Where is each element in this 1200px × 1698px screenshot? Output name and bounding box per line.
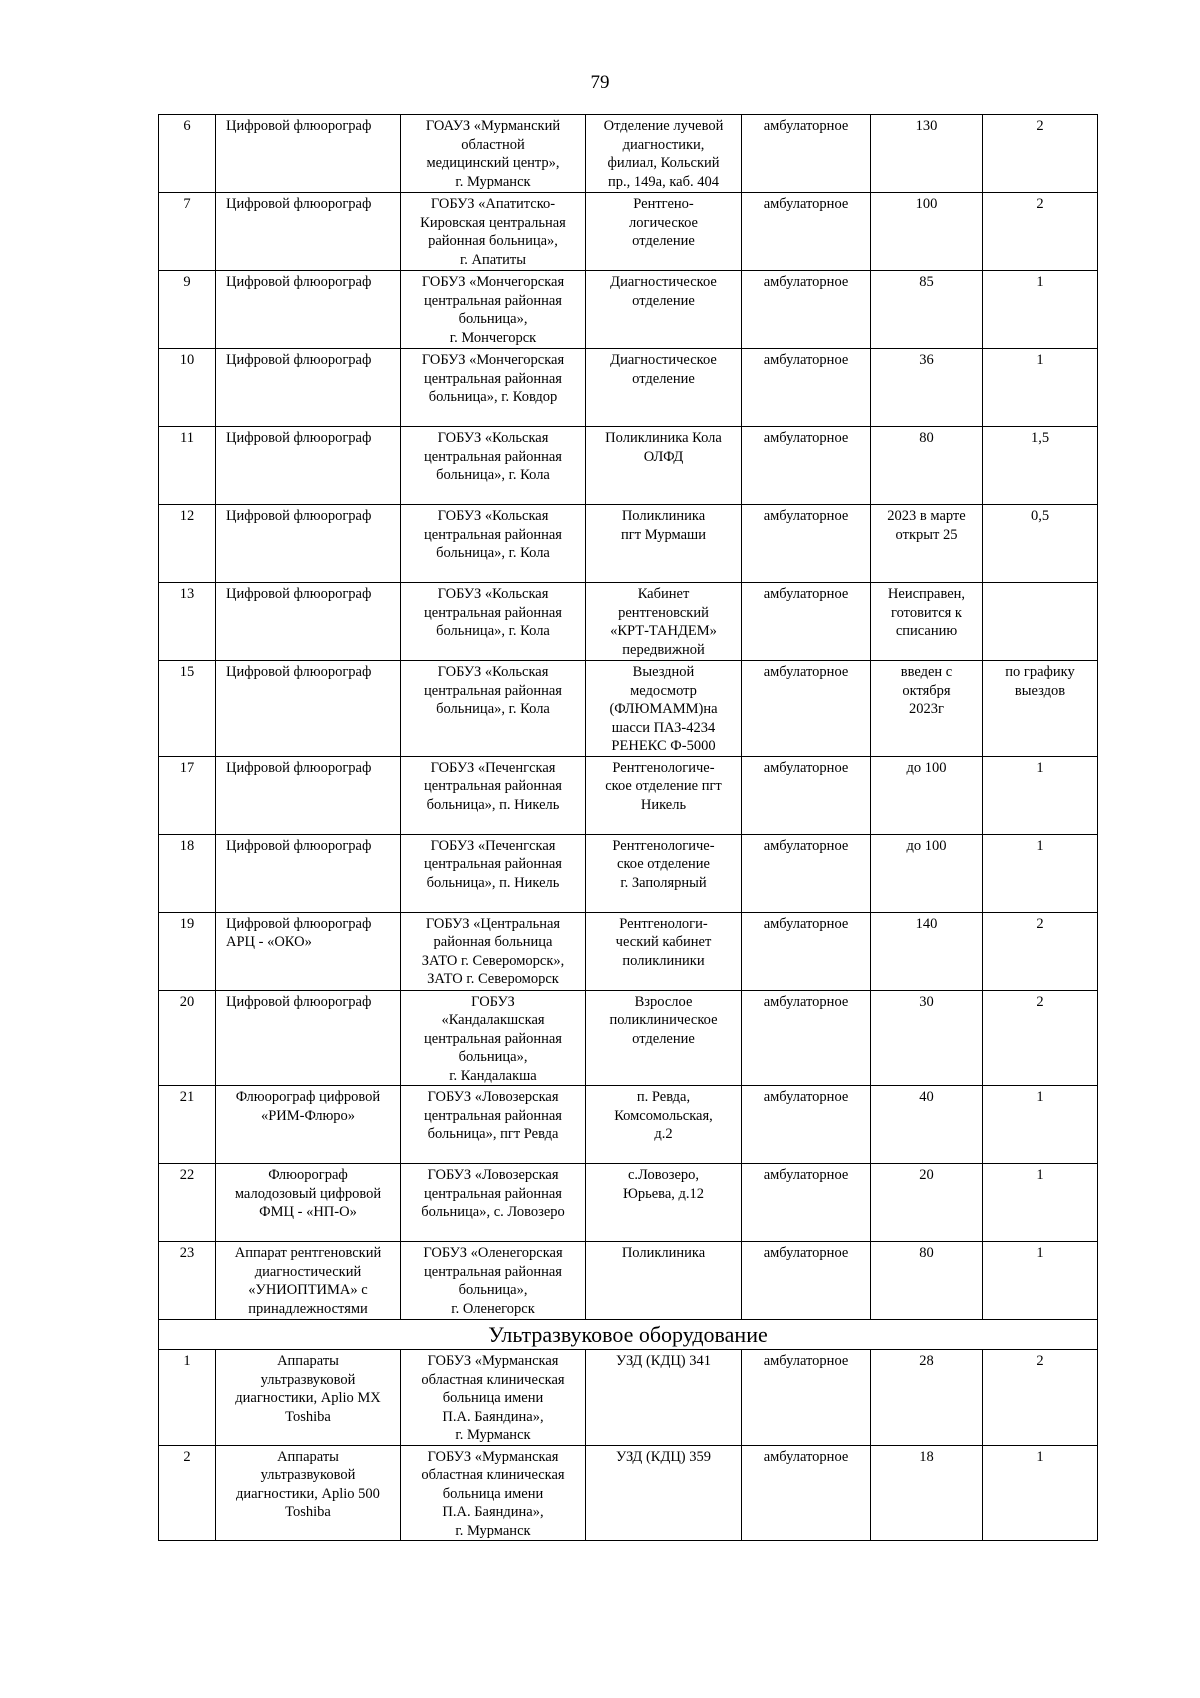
daily-load-cell: 20	[871, 1164, 983, 1242]
equipment-name-cell: Цифровой флюорограф	[216, 756, 401, 834]
organization-cell: ГОАУЗ «Мурманский областной медицинский центр», г. Мурманск	[401, 115, 586, 193]
equipment-name-cell: Цифровой флюорограф	[216, 193, 401, 271]
department-cell: Поликлиника пгт Мурмаши	[586, 505, 742, 583]
organization-cell: ГОБУЗ «Кольская центральная районная больница», г. Кола	[401, 661, 586, 757]
shifts-cell: 1	[983, 756, 1098, 834]
organization-cell: ГОБУЗ «Печенгская центральная районная больница», п. Никель	[401, 756, 586, 834]
department-cell: Рентгенологи- ческий кабинет поликлиники	[586, 912, 742, 990]
care-type-cell: амбулаторное	[742, 583, 871, 661]
equipment-name-cell: Цифровой флюорограф	[216, 349, 401, 427]
care-type-cell: амбулаторное	[742, 834, 871, 912]
organization-cell: ГОБУЗ «Мурманская областная клиническая больница имени П.А. Баяндина», г. Мурманск	[401, 1445, 586, 1541]
organization-cell: ГОБУЗ «Ловозерская центральная районная больница», пгт Ревда	[401, 1086, 586, 1164]
organization-cell: ГОБУЗ «Кольская центральная районная больница», г. Кола	[401, 583, 586, 661]
table-row	[159, 505, 1098, 583]
row-number-cell: 7	[159, 193, 216, 271]
department-cell: Кабинет рентгеновский «КРТ-ТАНДЕМ» передвижной	[586, 583, 742, 661]
organization-cell: ГОБУЗ «Кольская центральная районная больница», г. Кола	[401, 427, 586, 505]
shifts-cell: 1	[983, 1164, 1098, 1242]
row-number-cell: 17	[159, 756, 216, 834]
department-cell: Диагностическое отделение	[586, 349, 742, 427]
shifts-cell: 0,5	[983, 505, 1098, 583]
care-type-cell: амбулаторное	[742, 271, 871, 349]
shifts-cell: по графику выездов	[983, 661, 1098, 757]
daily-load-cell: 2023 в марте открыт 25	[871, 505, 983, 583]
equipment-name-cell: Цифровой флюорограф	[216, 583, 401, 661]
care-type-cell: амбулаторное	[742, 1164, 871, 1242]
table-row	[159, 756, 1098, 834]
department-cell: п. Ревда, Комсомольская, д.2	[586, 1086, 742, 1164]
shifts-cell: 2	[983, 912, 1098, 990]
shifts-cell: 2	[983, 1350, 1098, 1446]
equipment-name-cell: Аппараты ультразвуковой диагностики, Aplio 500 Toshiba	[216, 1445, 401, 1541]
department-cell: с.Ловозеро, Юрьева, д.12	[586, 1164, 742, 1242]
equipment-name-cell: Флюорограф цифровой «РИМ-Флюро»	[216, 1086, 401, 1164]
table-row	[159, 1445, 1098, 1541]
care-type-cell: амбулаторное	[742, 1350, 871, 1446]
care-type-cell: амбулаторное	[742, 1086, 871, 1164]
row-number-cell: 11	[159, 427, 216, 505]
care-type-cell: амбулаторное	[742, 756, 871, 834]
table-row	[159, 912, 1098, 990]
care-type-cell: амбулаторное	[742, 193, 871, 271]
row-number-cell: 12	[159, 505, 216, 583]
table-row	[159, 1350, 1098, 1446]
organization-cell: ГОБУЗ «Оленегорская центральная районная больница», г. Оленегорск	[401, 1242, 586, 1320]
daily-load-cell: 28	[871, 1350, 983, 1446]
organization-cell: ГОБУЗ «Мончегорская центральная районная больница», г. Мончегорск	[401, 271, 586, 349]
department-cell: Рентгенологиче- ское отделение пгт Никель	[586, 756, 742, 834]
daily-load-cell: 30	[871, 990, 983, 1086]
section-row	[159, 1320, 1098, 1350]
department-cell: Поликлиника	[586, 1242, 742, 1320]
table-row	[159, 427, 1098, 505]
daily-load-cell: 140	[871, 912, 983, 990]
care-type-cell: амбулаторное	[742, 912, 871, 990]
equipment-name-cell: Цифровой флюорограф	[216, 834, 401, 912]
organization-cell: ГОБУЗ «Мурманская областная клиническая больница имени П.А. Баяндина», г. Мурманск	[401, 1350, 586, 1446]
shifts-cell: 1	[983, 1445, 1098, 1541]
equipment-name-cell: Цифровой флюорограф	[216, 661, 401, 757]
daily-load-cell: 18	[871, 1445, 983, 1541]
row-number-cell: 6	[159, 115, 216, 193]
care-type-cell: амбулаторное	[742, 349, 871, 427]
table-row	[159, 834, 1098, 912]
daily-load-cell: 80	[871, 1242, 983, 1320]
daily-load-cell: 130	[871, 115, 983, 193]
daily-load-cell: Неисправен, готовится к списанию	[871, 583, 983, 661]
shifts-cell: 2	[983, 115, 1098, 193]
equipment-table	[158, 114, 1098, 1541]
care-type-cell: амбулаторное	[742, 505, 871, 583]
care-type-cell: амбулаторное	[742, 427, 871, 505]
organization-cell: ГОБУЗ «Кандалакшская центральная районная больница», г. Кандалакша	[401, 990, 586, 1086]
equipment-name-cell: Цифровой флюорограф	[216, 115, 401, 193]
table-row	[159, 349, 1098, 427]
organization-cell: ГОБУЗ «Центральная районная больница ЗАТО г. Североморск», ЗАТО г. Североморск	[401, 912, 586, 990]
daily-load-cell: 100	[871, 193, 983, 271]
organization-cell: ГОБУЗ «Печенгская центральная районная больница», п. Никель	[401, 834, 586, 912]
care-type-cell: амбулаторное	[742, 1445, 871, 1541]
table-row	[159, 271, 1098, 349]
table-row	[159, 193, 1098, 271]
organization-cell: ГОБУЗ «Ловозерская центральная районная больница», с. Ловозеро	[401, 1164, 586, 1242]
shifts-cell: 1	[983, 1086, 1098, 1164]
row-number-cell: 20	[159, 990, 216, 1086]
organization-cell: ГОБУЗ «Апатитско- Кировская центральная районная больница», г. Апатиты	[401, 193, 586, 271]
department-cell: Взрослое поликлиническое отделение	[586, 990, 742, 1086]
row-number-cell: 9	[159, 271, 216, 349]
row-number-cell: 22	[159, 1164, 216, 1242]
care-type-cell: амбулаторное	[742, 115, 871, 193]
table-row	[159, 661, 1098, 757]
row-number-cell: 18	[159, 834, 216, 912]
daily-load-cell: до 100	[871, 834, 983, 912]
table-body	[159, 115, 1098, 1541]
shifts-cell: 2	[983, 990, 1098, 1086]
table-row	[159, 990, 1098, 1086]
equipment-name-cell: Цифровой флюорограф	[216, 505, 401, 583]
row-number-cell: 10	[159, 349, 216, 427]
shifts-cell: 1	[983, 834, 1098, 912]
table-row	[159, 115, 1098, 193]
equipment-name-cell: Аппарат рентгеновский диагностический «УНИОПТИМА» с принадлежностями	[216, 1242, 401, 1320]
department-cell: Рентгенологиче- ское отделение г. Заполярный	[586, 834, 742, 912]
page-number: 79	[590, 72, 610, 93]
daily-load-cell: 36	[871, 349, 983, 427]
row-number-cell: 19	[159, 912, 216, 990]
department-cell: Отделение лучевой диагностики, филиал, Кольский пр., 149а, каб. 404	[586, 115, 742, 193]
shifts-cell: 1	[983, 349, 1098, 427]
row-number-cell: 21	[159, 1086, 216, 1164]
department-cell: Рентгено- логическое отделение	[586, 193, 742, 271]
section-title: Ультразвуковое оборудование	[159, 1320, 1098, 1350]
table-row	[159, 583, 1098, 661]
department-cell: УЗД (КДЦ) 341	[586, 1350, 742, 1446]
table-row	[159, 1164, 1098, 1242]
equipment-name-cell: Флюорограф малодозовый цифровой ФМЦ - «НП-О»	[216, 1164, 401, 1242]
equipment-name-cell: Цифровой флюорограф	[216, 990, 401, 1086]
row-number-cell: 1	[159, 1350, 216, 1446]
care-type-cell: амбулаторное	[742, 1242, 871, 1320]
organization-cell: ГОБУЗ «Мончегорская центральная районная больница», г. Ковдор	[401, 349, 586, 427]
equipment-name-cell: Цифровой флюорограф	[216, 271, 401, 349]
department-cell: Диагностическое отделение	[586, 271, 742, 349]
daily-load-cell: введен с октября 2023г	[871, 661, 983, 757]
daily-load-cell: 80	[871, 427, 983, 505]
care-type-cell: амбулаторное	[742, 661, 871, 757]
table-row	[159, 1086, 1098, 1164]
shifts-cell: 2	[983, 193, 1098, 271]
shifts-cell: 1	[983, 271, 1098, 349]
shifts-cell	[983, 583, 1098, 661]
row-number-cell: 23	[159, 1242, 216, 1320]
row-number-cell: 2	[159, 1445, 216, 1541]
equipment-name-cell: Цифровой флюорограф АРЦ - «ОКО»	[216, 912, 401, 990]
daily-load-cell: 85	[871, 271, 983, 349]
organization-cell: ГОБУЗ «Кольская центральная районная больница», г. Кола	[401, 505, 586, 583]
department-cell: УЗД (КДЦ) 359	[586, 1445, 742, 1541]
daily-load-cell: 40	[871, 1086, 983, 1164]
daily-load-cell: до 100	[871, 756, 983, 834]
department-cell: Поликлиника Кола ОЛФД	[586, 427, 742, 505]
department-cell: Выездной медосмотр (ФЛЮМАММ)на шасси ПАЗ-4234 РЕНЕКС Ф-5000	[586, 661, 742, 757]
shifts-cell: 1	[983, 1242, 1098, 1320]
row-number-cell: 15	[159, 661, 216, 757]
equipment-name-cell: Аппараты ультразвуковой диагностики, Aplio MX Toshiba	[216, 1350, 401, 1446]
table-row	[159, 1242, 1098, 1320]
row-number-cell: 13	[159, 583, 216, 661]
care-type-cell: амбулаторное	[742, 990, 871, 1086]
shifts-cell: 1,5	[983, 427, 1098, 505]
equipment-name-cell: Цифровой флюорограф	[216, 427, 401, 505]
